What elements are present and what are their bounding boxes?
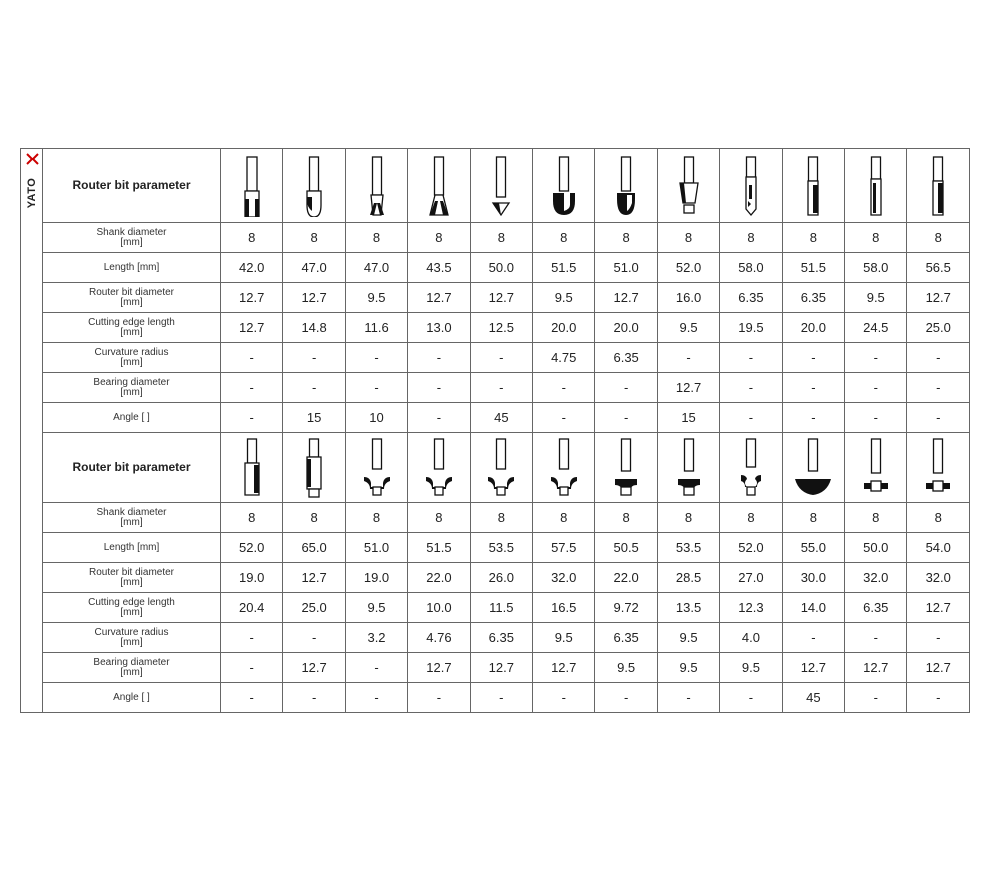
router-bit-straight-long-a-icon: [782, 149, 844, 223]
param-value: -: [533, 683, 595, 713]
param-value: -: [720, 373, 782, 403]
param-value: -: [221, 343, 283, 373]
param-label-line: Cutting edge length: [88, 316, 175, 328]
param-value: -: [533, 373, 595, 403]
param-label-line: Shank diameter: [96, 506, 167, 518]
param-value: 9.5: [657, 313, 719, 343]
param-value: 19.5: [720, 313, 782, 343]
param-value: 50.0: [845, 533, 907, 563]
param-value: 47.0: [283, 253, 345, 283]
param-value: 56.5: [907, 253, 970, 283]
param-value: 8: [283, 503, 345, 533]
param-value: 8: [907, 223, 970, 253]
param-value: 12.7: [533, 653, 595, 683]
param-value: 8: [470, 223, 532, 253]
param-label-line: Cutting edge length: [88, 596, 175, 608]
param-value: 13.5: [657, 593, 719, 623]
param-value: 8: [283, 223, 345, 253]
param-label: [43, 623, 221, 653]
router-bit-dovetail-icon: [408, 149, 470, 223]
param-value: -: [595, 373, 657, 403]
param-value: -: [470, 683, 532, 713]
param-label-line: [mm]: [120, 636, 143, 648]
router-bit-chamfer-icon: [657, 149, 719, 223]
param-value: 51.5: [782, 253, 844, 283]
param-value: 22.0: [595, 563, 657, 593]
router-bit-straight-long-b-icon: [845, 149, 907, 223]
param-row: [21, 563, 970, 593]
param-value: 8: [782, 503, 844, 533]
param-row: [21, 283, 970, 313]
param-value: 12.7: [470, 283, 532, 313]
param-value: 58.0: [845, 253, 907, 283]
param-value: 15: [283, 403, 345, 433]
param-value: -: [221, 373, 283, 403]
param-value: -: [782, 403, 844, 433]
param-value: 47.0: [345, 253, 407, 283]
param-row: [21, 223, 970, 253]
param-value: 13.0: [408, 313, 470, 343]
param-value: -: [907, 343, 970, 373]
param-value: 16.5: [533, 593, 595, 623]
param-label-line: [mm]: [120, 296, 143, 308]
param-value: 4.76: [408, 623, 470, 653]
param-value: 12.7: [408, 653, 470, 683]
param-value: 8: [595, 503, 657, 533]
param-value: 52.0: [221, 533, 283, 563]
param-value: 12.7: [845, 653, 907, 683]
param-row: [21, 653, 970, 683]
param-label-line: [mm]: [120, 356, 143, 368]
param-value: 12.3: [720, 593, 782, 623]
param-value: -: [595, 403, 657, 433]
param-value: -: [345, 343, 407, 373]
param-value: 9.5: [657, 653, 719, 683]
param-value: 6.35: [782, 283, 844, 313]
param-value: 26.0: [470, 563, 532, 593]
param-value: 12.7: [408, 283, 470, 313]
bit-header-row: [21, 433, 970, 503]
param-label-line: Angle [ ]: [113, 411, 150, 423]
param-value: -: [283, 343, 345, 373]
param-value: -: [720, 403, 782, 433]
param-value: -: [283, 373, 345, 403]
router-bit-flush-trim-bearing-icon: [283, 433, 345, 503]
param-value: -: [283, 623, 345, 653]
param-value: -: [907, 623, 970, 653]
router-bit-v-groove-small-icon: [345, 149, 407, 223]
param-value: -: [907, 373, 970, 403]
param-value: 8: [657, 503, 719, 533]
param-value: 8: [720, 503, 782, 533]
param-value: 12.7: [283, 283, 345, 313]
param-value: 6.35: [845, 593, 907, 623]
param-value: 53.5: [657, 533, 719, 563]
param-value: -: [470, 343, 532, 373]
param-value: 20.0: [595, 313, 657, 343]
param-value: 9.5: [533, 283, 595, 313]
param-row: [21, 623, 970, 653]
param-value: 12.7: [907, 653, 970, 683]
param-value: -: [907, 683, 970, 713]
param-value: 51.5: [408, 533, 470, 563]
param-value: -: [533, 403, 595, 433]
param-value: 12.7: [283, 563, 345, 593]
param-value: 8: [907, 503, 970, 533]
param-value: 10.0: [408, 593, 470, 623]
brand-logo: [22, 151, 42, 221]
router-bit-roundover-4-icon: [533, 433, 595, 503]
param-value: 50.0: [470, 253, 532, 283]
param-label: [43, 533, 221, 563]
param-value: 8: [720, 223, 782, 253]
param-value: 8: [845, 223, 907, 253]
param-value: 12.7: [221, 283, 283, 313]
param-value: -: [221, 653, 283, 683]
param-label-line: Router bit diameter: [88, 286, 175, 298]
router-bit-straight-large-icon: [221, 433, 283, 503]
param-label-line: [mm]: [120, 606, 143, 618]
brand-name: YATO: [26, 177, 38, 209]
param-label-line: Angle [ ]: [113, 691, 150, 703]
section-title: Router bit parameter: [43, 149, 221, 223]
param-value: 12.7: [221, 313, 283, 343]
param-value: 8: [408, 503, 470, 533]
param-value: 57.5: [533, 533, 595, 563]
param-row: [21, 313, 970, 343]
param-row: [21, 503, 970, 533]
param-value: -: [345, 653, 407, 683]
param-value: 8: [845, 503, 907, 533]
param-value: 8: [533, 223, 595, 253]
param-label: [43, 223, 221, 253]
param-value: 3.2: [345, 623, 407, 653]
param-value: 9.5: [533, 623, 595, 653]
param-value: 43.5: [408, 253, 470, 283]
param-value: 52.0: [720, 533, 782, 563]
param-value: -: [408, 683, 470, 713]
param-value: 9.5: [657, 623, 719, 653]
param-value: 8: [345, 503, 407, 533]
param-value: -: [345, 373, 407, 403]
param-value: 12.7: [907, 283, 970, 313]
param-value: 27.0: [720, 563, 782, 593]
param-label-line: [mm]: [120, 576, 143, 588]
param-value: 55.0: [782, 533, 844, 563]
param-value: -: [720, 683, 782, 713]
router-bit-core-box-ball-large-icon: [533, 149, 595, 223]
section-title: Router bit parameter: [43, 433, 221, 503]
param-value: 54.0: [907, 533, 970, 563]
param-label: [43, 343, 221, 373]
param-value: -: [595, 683, 657, 713]
param-label: [43, 683, 221, 713]
param-value: -: [408, 373, 470, 403]
param-value: -: [782, 343, 844, 373]
param-label-line: Curvature radius: [94, 346, 169, 358]
param-value: 9.5: [595, 653, 657, 683]
param-label: [43, 593, 221, 623]
param-value: -: [345, 683, 407, 713]
param-value: 50.5: [595, 533, 657, 563]
param-value: 12.7: [283, 653, 345, 683]
param-label: [43, 563, 221, 593]
param-value: -: [845, 623, 907, 653]
param-value: 8: [470, 503, 532, 533]
param-label: [43, 503, 221, 533]
router-bit-slot-cutter-2-icon: [907, 433, 970, 503]
brand-cell: [21, 149, 43, 713]
router-bit-roundover-3-icon: [470, 433, 532, 503]
param-value: 25.0: [283, 593, 345, 623]
router-bit-roundover-1-icon: [345, 433, 407, 503]
param-value: 8: [657, 223, 719, 253]
router-bit-cove-2-icon: [657, 433, 719, 503]
param-value: 8: [533, 503, 595, 533]
param-value: 11.5: [470, 593, 532, 623]
param-value: 51.0: [345, 533, 407, 563]
router-bit-chamfer-bearing-icon: [782, 433, 844, 503]
param-value: 10: [345, 403, 407, 433]
param-value: 8: [221, 223, 283, 253]
param-value: 20.4: [221, 593, 283, 623]
param-value: 4.0: [720, 623, 782, 653]
param-value: 30.0: [782, 563, 844, 593]
param-value: 25.0: [907, 313, 970, 343]
router-bit-v-point-icon: [470, 149, 532, 223]
yato-logo-icon: [26, 153, 39, 165]
param-value: 14.8: [283, 313, 345, 343]
param-value: 51.5: [533, 253, 595, 283]
param-label-line: Curvature radius: [94, 626, 169, 638]
param-value: 15: [657, 403, 719, 433]
param-value: 32.0: [907, 563, 970, 593]
param-value: 22.0: [408, 563, 470, 593]
param-value: 52.0: [657, 253, 719, 283]
param-value: -: [720, 343, 782, 373]
param-value: -: [657, 683, 719, 713]
param-value: -: [470, 373, 532, 403]
param-value: -: [845, 343, 907, 373]
param-value: 51.0: [595, 253, 657, 283]
param-value: 20.0: [782, 313, 844, 343]
param-value: 11.6: [345, 313, 407, 343]
param-value: 9.72: [595, 593, 657, 623]
param-label-line: Bearing diameter: [93, 376, 170, 388]
param-label-line: Router bit diameter: [88, 566, 175, 578]
param-value: -: [221, 403, 283, 433]
param-value: 12.7: [657, 373, 719, 403]
param-value: 32.0: [533, 563, 595, 593]
param-label: [43, 253, 221, 283]
param-label: [43, 373, 221, 403]
param-label: [43, 403, 221, 433]
param-row: [21, 593, 970, 623]
param-label-line: Shank diameter: [96, 226, 167, 238]
router-bit-straight-single-flute-icon: [720, 149, 782, 223]
param-value: 14.0: [782, 593, 844, 623]
param-value: -: [221, 623, 283, 653]
param-value: 16.0: [657, 283, 719, 313]
router-bit-round-nose-small-icon: [283, 149, 345, 223]
router-bit-ogee-icon: [720, 433, 782, 503]
param-value: 6.35: [470, 623, 532, 653]
param-value: -: [283, 683, 345, 713]
param-value: 8: [408, 223, 470, 253]
param-value: -: [782, 373, 844, 403]
param-value: -: [782, 623, 844, 653]
param-value: 19.0: [345, 563, 407, 593]
param-value: 28.5: [657, 563, 719, 593]
param-value: 9.5: [845, 283, 907, 313]
param-value: 53.5: [470, 533, 532, 563]
param-value: 20.0: [533, 313, 595, 343]
param-value: 9.5: [720, 653, 782, 683]
param-value: 24.5: [845, 313, 907, 343]
router-bit-core-box-ball-icon: [595, 149, 657, 223]
param-row: [21, 403, 970, 433]
param-value: 12.7: [470, 653, 532, 683]
param-label-line: Length [mm]: [103, 541, 160, 553]
param-label-line: [mm]: [120, 666, 143, 678]
param-value: -: [408, 343, 470, 373]
router-bit-spec-table: [20, 148, 970, 713]
param-value: 45: [782, 683, 844, 713]
param-value: 42.0: [221, 253, 283, 283]
param-value: 6.35: [595, 343, 657, 373]
param-value: 65.0: [283, 533, 345, 563]
router-bit-straight-2-flute-icon: [221, 149, 283, 223]
router-bit-slot-cutter-1-icon: [845, 433, 907, 503]
param-row: [21, 533, 970, 563]
param-value: 12.7: [595, 283, 657, 313]
param-row: [21, 343, 970, 373]
param-value: -: [657, 343, 719, 373]
param-value: -: [907, 403, 970, 433]
param-row: [21, 683, 970, 713]
param-label-line: [mm]: [120, 386, 143, 398]
param-value: 58.0: [720, 253, 782, 283]
param-value: 12.5: [470, 313, 532, 343]
param-value: 19.0: [221, 563, 283, 593]
param-label: [43, 313, 221, 343]
param-value: -: [408, 403, 470, 433]
param-value: -: [845, 403, 907, 433]
param-value: 9.5: [345, 283, 407, 313]
param-value: 12.7: [782, 653, 844, 683]
param-value: 8: [595, 223, 657, 253]
param-label: [43, 283, 221, 313]
param-label-line: Bearing diameter: [93, 656, 170, 668]
param-value: 8: [782, 223, 844, 253]
param-value: 6.35: [720, 283, 782, 313]
bit-header-row: [21, 149, 970, 223]
router-bit-straight-long-c-icon: [907, 149, 970, 223]
param-value: -: [845, 373, 907, 403]
param-value: -: [221, 683, 283, 713]
param-value: 45: [470, 403, 532, 433]
param-value: 8: [221, 503, 283, 533]
router-bit-cove-1-icon: [595, 433, 657, 503]
param-value: 8: [345, 223, 407, 253]
param-value: 9.5: [345, 593, 407, 623]
param-value: 4.75: [533, 343, 595, 373]
param-label-line: [mm]: [120, 326, 143, 338]
param-value: -: [845, 683, 907, 713]
param-value: 32.0: [845, 563, 907, 593]
param-row: [21, 373, 970, 403]
param-label-line: [mm]: [120, 516, 143, 528]
param-value: 12.7: [907, 593, 970, 623]
param-value: 6.35: [595, 623, 657, 653]
param-row: [21, 253, 970, 283]
param-label-line: Length [mm]: [103, 261, 160, 273]
param-label-line: [mm]: [120, 236, 143, 248]
param-label: [43, 653, 221, 683]
router-bit-roundover-2-icon: [408, 433, 470, 503]
